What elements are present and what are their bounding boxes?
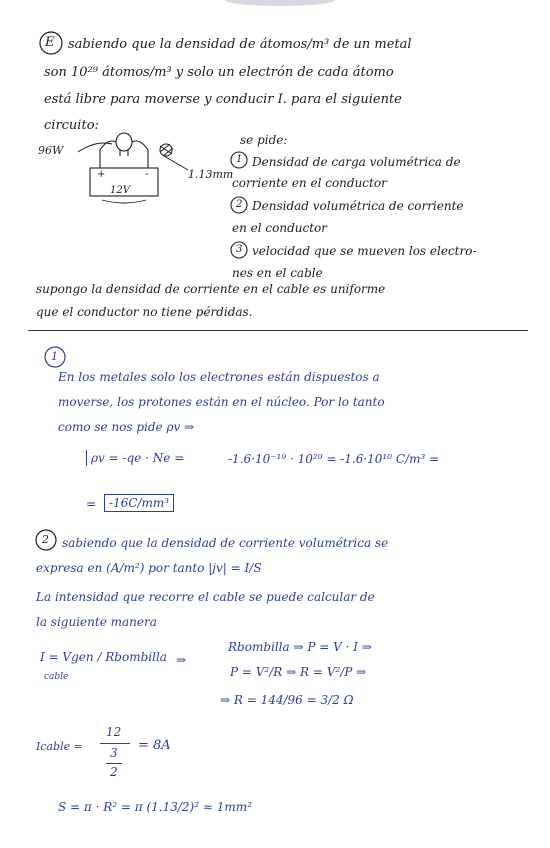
part2-line-2: expresa en (A/m²) por tanto |jv| = I/S	[36, 561, 262, 575]
rho-result: -16C/mm³	[104, 494, 174, 512]
frac-den-den: 2	[110, 765, 118, 779]
q3-line-1: velocidad que se mueven los electro-	[252, 244, 477, 258]
frac-numerator: 12	[106, 725, 122, 739]
part1-line-1: En los metales solo los electrones están dispuestos a	[58, 370, 380, 384]
q1-line-2: corriente en el conductor	[232, 176, 387, 190]
se-pide: se pide:	[240, 133, 288, 147]
diameter-label: 1.13mm	[188, 168, 234, 181]
q2-line-2: en el conductor	[232, 221, 327, 235]
rho-equation-rhs: -1.6·10⁻¹⁹ · 10²⁹ = -1.6·10¹⁰ C/m³ =	[228, 452, 440, 466]
r-line-1: Rbombilla ⇒ P = V · I ⇒	[228, 640, 372, 654]
statement-line-1: sabiendo que la densidad de átomos/m³ de un metal	[68, 37, 412, 52]
part1-number: 1	[51, 350, 58, 363]
statement-line-3: está libre para moverse y conducir I. para el siguiente	[44, 92, 402, 107]
q3-line-2: nes en el cable	[232, 266, 323, 280]
implies-arrow: ⇒	[176, 653, 187, 667]
result-prefix: =	[86, 497, 97, 511]
frac-inner-bar	[106, 763, 122, 764]
part2-line-4: la siguiente manera	[36, 615, 157, 629]
r-line-2: P = V²/R ⇒ R = V²/P ⇒	[230, 665, 367, 679]
part1-line-3: como se nos pide ρv ⇒	[58, 420, 195, 434]
section-divider	[28, 330, 528, 331]
rho-equation-lhs: ρv = -qe · Ne =	[86, 450, 188, 466]
q1-line-1: Densidad de carga volumétrica de	[252, 155, 461, 169]
assumption-line-1: supongo la densidad de corriente en el cable es uniforme	[36, 282, 386, 296]
q2-number: 2	[236, 199, 243, 210]
area-equation: S = π · R² = π (1.13/2)² ≈ 1mm²	[58, 800, 252, 814]
q2-line-1: Densidad volumétrica de corriente	[252, 199, 464, 213]
plus-sign: +	[97, 169, 106, 180]
part1-line-2: moverse, los protones están en el núcleo. Por lo tanto	[58, 395, 385, 409]
current-formula: I = Vgen / Rbombilla	[40, 650, 167, 664]
part2-line-3: La intensidad que recorre el cable se puede calcular de	[36, 590, 375, 604]
minus-sign: -	[145, 169, 149, 180]
problem-number: E	[45, 35, 55, 50]
assumption-line-2: que el conductor no tiene pérdidas.	[36, 305, 253, 319]
r-line-3: ⇒ R = 144/96 = 3/2 Ω	[220, 693, 354, 707]
q1-number: 1	[236, 154, 243, 165]
current-subscript: cable	[44, 672, 69, 682]
part2-line-1: sabiendo que la densidad de corriente volumétrica se	[62, 536, 389, 550]
icable-label: Icable =	[36, 740, 83, 753]
frac-den-num: 3	[110, 746, 118, 760]
scan-smudge	[225, 0, 335, 6]
frac-bar	[100, 743, 130, 744]
power-label: 96W	[38, 144, 64, 157]
statement-line-4: circuito:	[44, 118, 99, 133]
part2-number: 2	[42, 533, 49, 546]
icable-value: = 8A	[138, 738, 171, 753]
q3-number: 3	[236, 244, 243, 255]
statement-line-2: son 10²⁹ átomos/m³ y solo un electrón de cada átomo	[44, 65, 394, 80]
voltage-label: 12V	[110, 185, 130, 196]
